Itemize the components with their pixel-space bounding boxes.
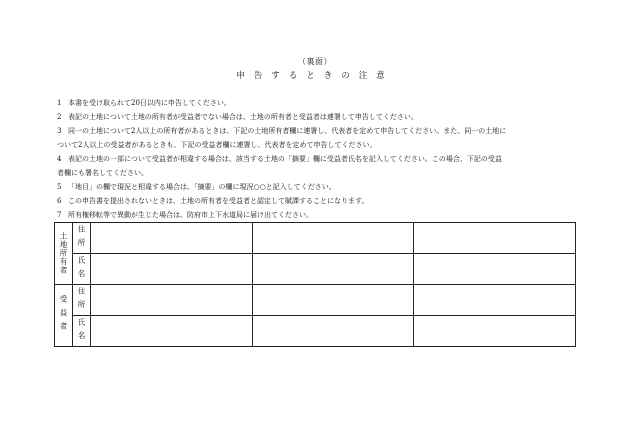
note-text: 同一の土地について2人以上の所有者があるときは、下記の土地所有者欄に連署し、代表者を定めて申告してください。また、同一の土地に	[68, 127, 507, 135]
owner-address-cell-2[interactable]	[252, 223, 414, 254]
note-text-continued: ついて2人以上の受益者があるときも、下記の受益者欄に連署し、代表者を定めて申告してください。	[57, 141, 377, 149]
note-text: この申告書を提出されないときは、土地の所有者を受益者と認定して賦課することになります。	[68, 197, 369, 205]
beneficiary-name-cell-1[interactable]	[91, 316, 253, 347]
note-number: 2	[57, 113, 62, 121]
note-item	[57, 96, 577, 110]
note-number: 5	[57, 183, 62, 191]
note-number: 7	[57, 211, 62, 219]
note-item	[57, 194, 577, 208]
signature-table	[54, 222, 576, 347]
note-text: 表記の土地の一部について受益者が相違する場合は、該当する土地の「摘要」欄に受益者氏名を記入してください。この場合、下記の受益	[68, 155, 502, 163]
owner-address-cell-3[interactable]	[414, 223, 576, 254]
note-number: 6	[57, 197, 62, 205]
note-item	[57, 110, 577, 124]
beneficiary-name-row	[55, 316, 576, 347]
note-item	[57, 180, 577, 194]
beneficiary-address-row	[55, 285, 576, 316]
beneficiary-group-label-text: 受益者	[59, 295, 68, 336]
note-item	[57, 152, 577, 180]
beneficiary-group-label	[55, 285, 73, 347]
owner-name-cell-1[interactable]	[91, 254, 253, 285]
note-text: 「地目」の欄で現況と相違する場合は、「摘要」の欄に現況○○と記入してください。	[68, 183, 336, 191]
owner-name-cell-2[interactable]	[252, 254, 414, 285]
beneficiary-name-cell-2[interactable]	[252, 316, 414, 347]
note-text: 本書を受け取られて20日以内に申告してください。	[68, 99, 231, 107]
beneficiary-name-label: 氏名	[73, 316, 91, 347]
note-text: 表記の土地について土地の所有者が受益者でない場合は、土地の所有者と受益者は連署して申告してください。	[68, 113, 418, 121]
note-item	[57, 208, 577, 222]
owner-name-row	[55, 254, 576, 285]
beneficiary-address-cell-3[interactable]	[414, 285, 576, 316]
beneficiary-address-cell-2[interactable]	[252, 285, 414, 316]
owner-group-label-text: 土地所有者	[59, 232, 68, 275]
owner-name-label: 氏名	[73, 254, 91, 285]
beneficiary-address-label: 住所	[73, 285, 91, 316]
note-text-continued: 者欄にも署名してください。	[57, 169, 148, 177]
note-item	[57, 124, 577, 152]
beneficiary-address-cell-1[interactable]	[91, 285, 253, 316]
owner-address-row	[55, 223, 576, 254]
owner-address-cell-1[interactable]	[91, 223, 253, 254]
note-number: 1	[57, 99, 62, 107]
note-number: 4	[57, 155, 62, 163]
note-text: 所有権移転等で異動が生じた場合は、防府市上下水道局に届け出てください。	[68, 211, 313, 219]
owner-address-label: 住所	[73, 223, 91, 254]
page-side-label: （裏面）	[298, 57, 332, 66]
note-number: 3	[57, 127, 62, 135]
owner-name-cell-3[interactable]	[414, 254, 576, 285]
page-title: 申告するときの注意	[236, 71, 394, 81]
notes-list	[57, 96, 577, 222]
owner-group-label	[55, 223, 73, 285]
beneficiary-name-cell-3[interactable]	[414, 316, 576, 347]
